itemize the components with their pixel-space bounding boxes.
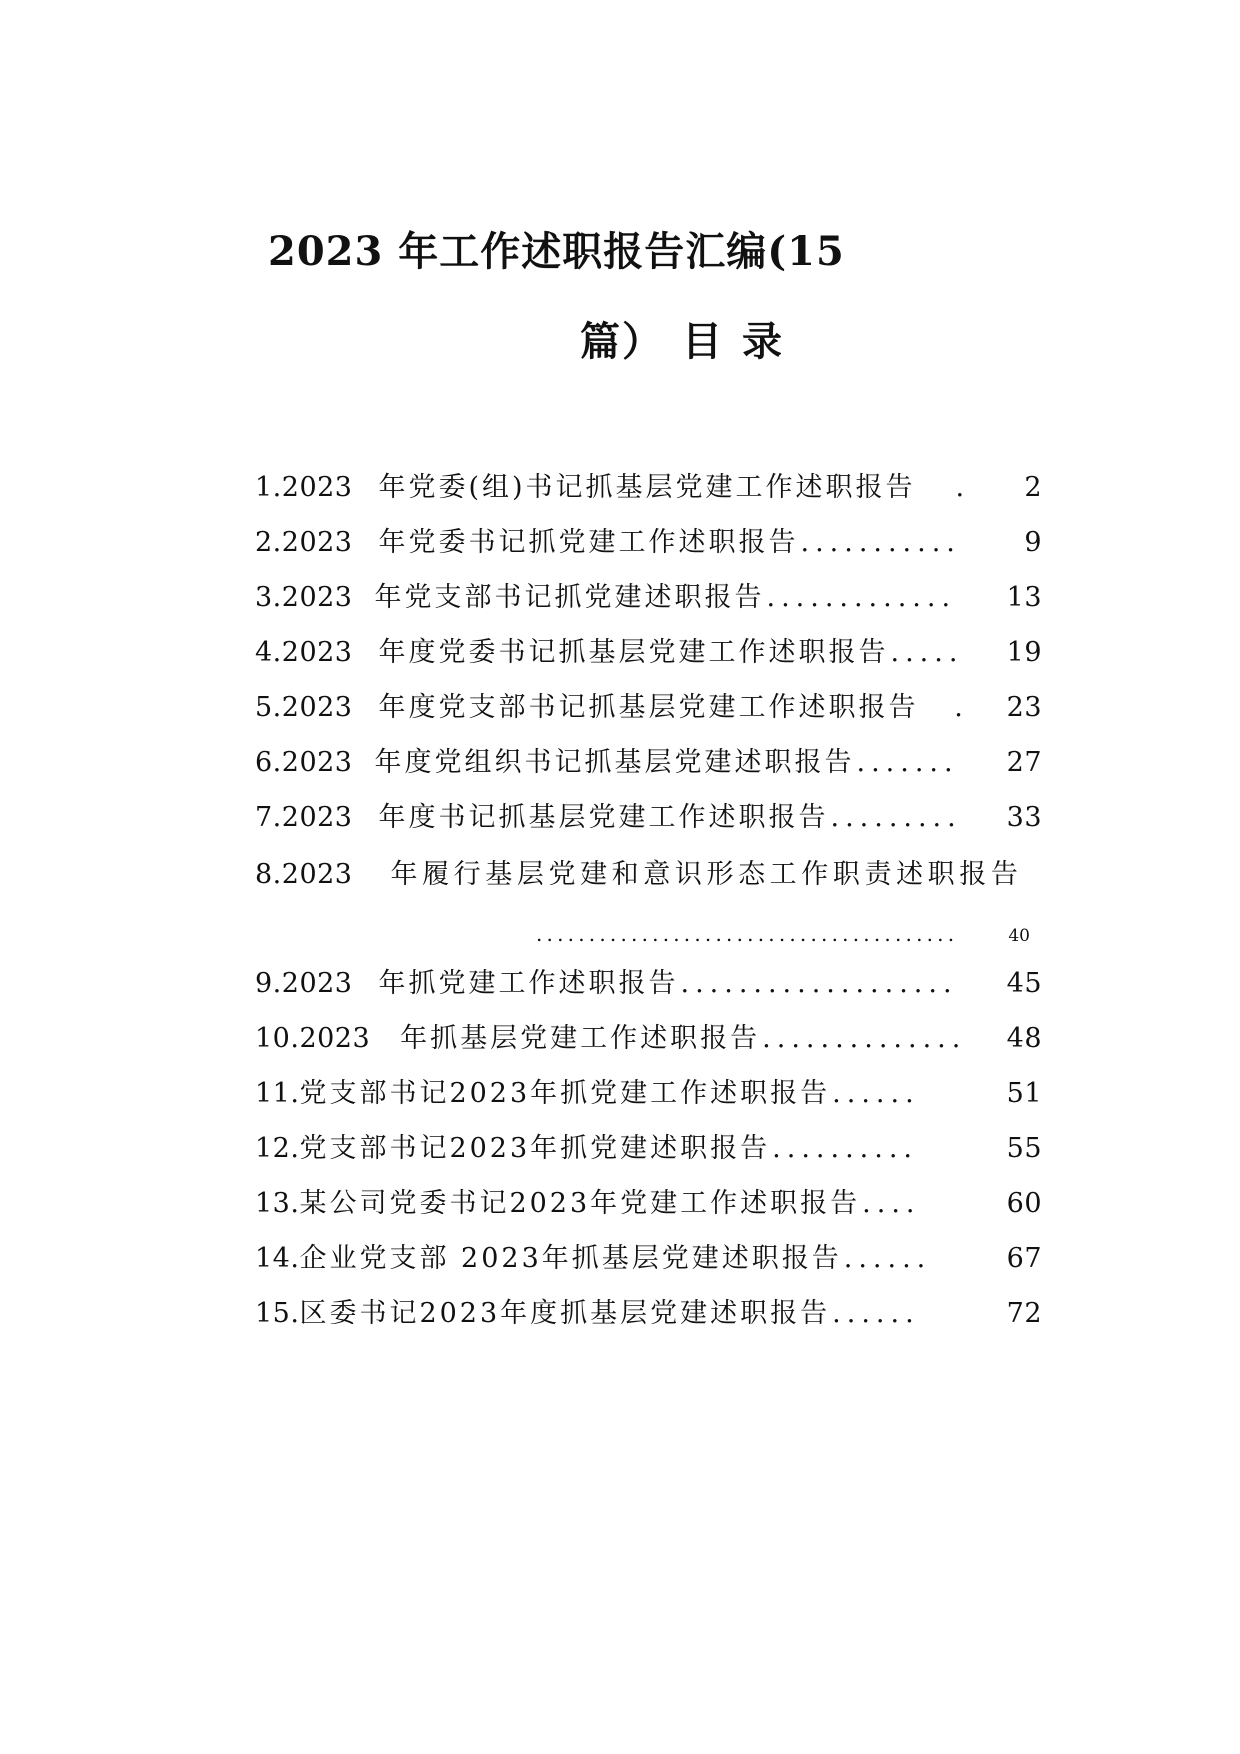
toc-entry-number: 2.2023 <box>255 527 353 558</box>
toc-entry-leader: .............. <box>762 1023 967 1054</box>
toc-entry-page: 27 <box>1006 747 1042 778</box>
toc-entry-14[interactable] <box>255 1239 1042 1279</box>
toc-entry-leader: ..... <box>890 637 964 668</box>
title-part-lu: 录 <box>742 318 784 365</box>
toc-entry-page: 72 <box>1006 1298 1042 1329</box>
toc-entry-page: 33 <box>1006 802 1042 833</box>
toc-entry-3[interactable] <box>255 578 1042 618</box>
toc-entry-title: 年履行基层党建和意识形态工作职责述职报告 <box>390 859 1023 890</box>
toc-entry-leader: ...... <box>832 1298 920 1329</box>
toc-entry-page: 60 <box>1006 1188 1042 1219</box>
toc-entry-leader: ............. <box>766 582 957 613</box>
toc-entry-4[interactable] <box>255 633 1042 673</box>
toc-entry-title: 党支部书记2023年抓党建述职报告 <box>299 1133 771 1164</box>
toc-entry-page: 55 <box>1006 1133 1042 1164</box>
toc-entry-number: 3.2023 <box>255 582 353 613</box>
toc-entry-page: 45 <box>1006 968 1042 999</box>
toc-entry-number: 8.2023 <box>255 859 353 890</box>
toc-entry-title: 年抓党建工作述职报告 <box>378 968 679 999</box>
toc-entry-number: 9.2023 <box>255 968 353 999</box>
toc-entry-8-continuation[interactable] <box>536 918 1030 950</box>
title-part-pian: 篇） <box>580 318 664 365</box>
document-title-line-1: 2023 年工作述职报告汇编(15 <box>268 228 845 275</box>
toc-entry-page: 13 <box>1006 582 1042 613</box>
toc-entry-8[interactable] <box>255 855 1042 895</box>
toc-entry-number: 5.2023 <box>255 692 353 723</box>
toc-entry-7[interactable] <box>255 798 1042 838</box>
toc-entry-title: 年度党组织书记抓基层党建述职报告 <box>374 747 855 778</box>
toc-entry-number: 12. <box>255 1133 300 1164</box>
toc-entry-title: 某公司党委书记2023年党建工作述职报告 <box>299 1188 861 1219</box>
toc-entry-number: 10.2023 <box>255 1023 371 1054</box>
toc-entry-1[interactable] <box>255 468 1042 508</box>
toc-entry-page: 19 <box>1006 637 1042 668</box>
toc-entry-leader: . <box>955 472 971 503</box>
toc-entry-number: 13. <box>255 1188 300 1219</box>
toc-entry-title: 年度党委书记抓基层党建工作述职报告 <box>378 637 889 668</box>
toc-entry-number: 14. <box>255 1243 300 1274</box>
toc-entry-leader: . <box>954 692 969 723</box>
toc-entry-12[interactable] <box>255 1129 1042 1169</box>
toc-entry-title: 年党委书记抓党建工作述职报告 <box>378 527 799 558</box>
toc-entry-number: 1.2023 <box>255 472 353 503</box>
toc-entry-leader: .......... <box>772 1133 918 1164</box>
toc-entry-page: 23 <box>1006 692 1042 723</box>
title-part-mu: 目 <box>682 318 724 365</box>
toc-entry-leader: ....... <box>856 747 959 778</box>
toc-entry-title: 年党支部书记抓党建述职报告 <box>374 582 765 613</box>
toc-entry-leader: ...... <box>832 1078 920 1109</box>
toc-entry-number: 15. <box>255 1298 300 1329</box>
toc-entry-page: 51 <box>1006 1078 1042 1109</box>
toc-entry-number: 6.2023 <box>255 747 353 778</box>
toc-entry-title: 年党委(组)书记抓基层党建工作述职报告 <box>378 472 916 503</box>
toc-entry-10[interactable] <box>255 1019 1042 1059</box>
toc-entry-number: 7.2023 <box>255 802 353 833</box>
toc-entry-page: 2 <box>1024 472 1042 503</box>
toc-entry-title: 企业党支部 2023年抓基层党建述职报告 <box>299 1243 842 1274</box>
toc-entry-page: 40 <box>1008 926 1030 946</box>
toc-entry-5[interactable] <box>255 688 1042 728</box>
toc-entry-leader: ........................................ <box>536 922 959 946</box>
toc-entry-leader: .... <box>862 1188 921 1219</box>
toc-entry-leader: ......... <box>830 802 962 833</box>
toc-entry-page: 67 <box>1006 1243 1042 1274</box>
toc-entry-9[interactable] <box>255 964 1042 1004</box>
toc-entry-page: 48 <box>1006 1023 1042 1054</box>
toc-entry-leader: ........... <box>800 527 961 558</box>
toc-entry-11[interactable] <box>255 1074 1042 1114</box>
toc-entry-leader: ...... <box>843 1243 932 1274</box>
toc-entry-title: 党支部书记2023年抓党建工作述职报告 <box>299 1078 831 1109</box>
toc-entry-leader: ................... <box>680 968 958 999</box>
toc-entry-title: 年度党支部书记抓基层党建工作述职报告 <box>378 692 919 723</box>
toc-entry-title: 区委书记2023年度抓基层党建述职报告 <box>299 1298 831 1329</box>
toc-entry-page: 9 <box>1024 527 1042 558</box>
toc-entry-title: 年度书记抓基层党建工作述职报告 <box>378 802 829 833</box>
toc-entry-title: 年抓基层党建工作述职报告 <box>400 1023 761 1054</box>
toc-entry-6[interactable] <box>255 743 1042 783</box>
toc-entry-number: 4.2023 <box>255 637 353 668</box>
toc-entry-13[interactable] <box>255 1184 1042 1224</box>
toc-entry-15[interactable] <box>255 1294 1042 1334</box>
toc-entry-2[interactable] <box>255 523 1042 563</box>
toc-entry-number: 11. <box>255 1078 300 1109</box>
